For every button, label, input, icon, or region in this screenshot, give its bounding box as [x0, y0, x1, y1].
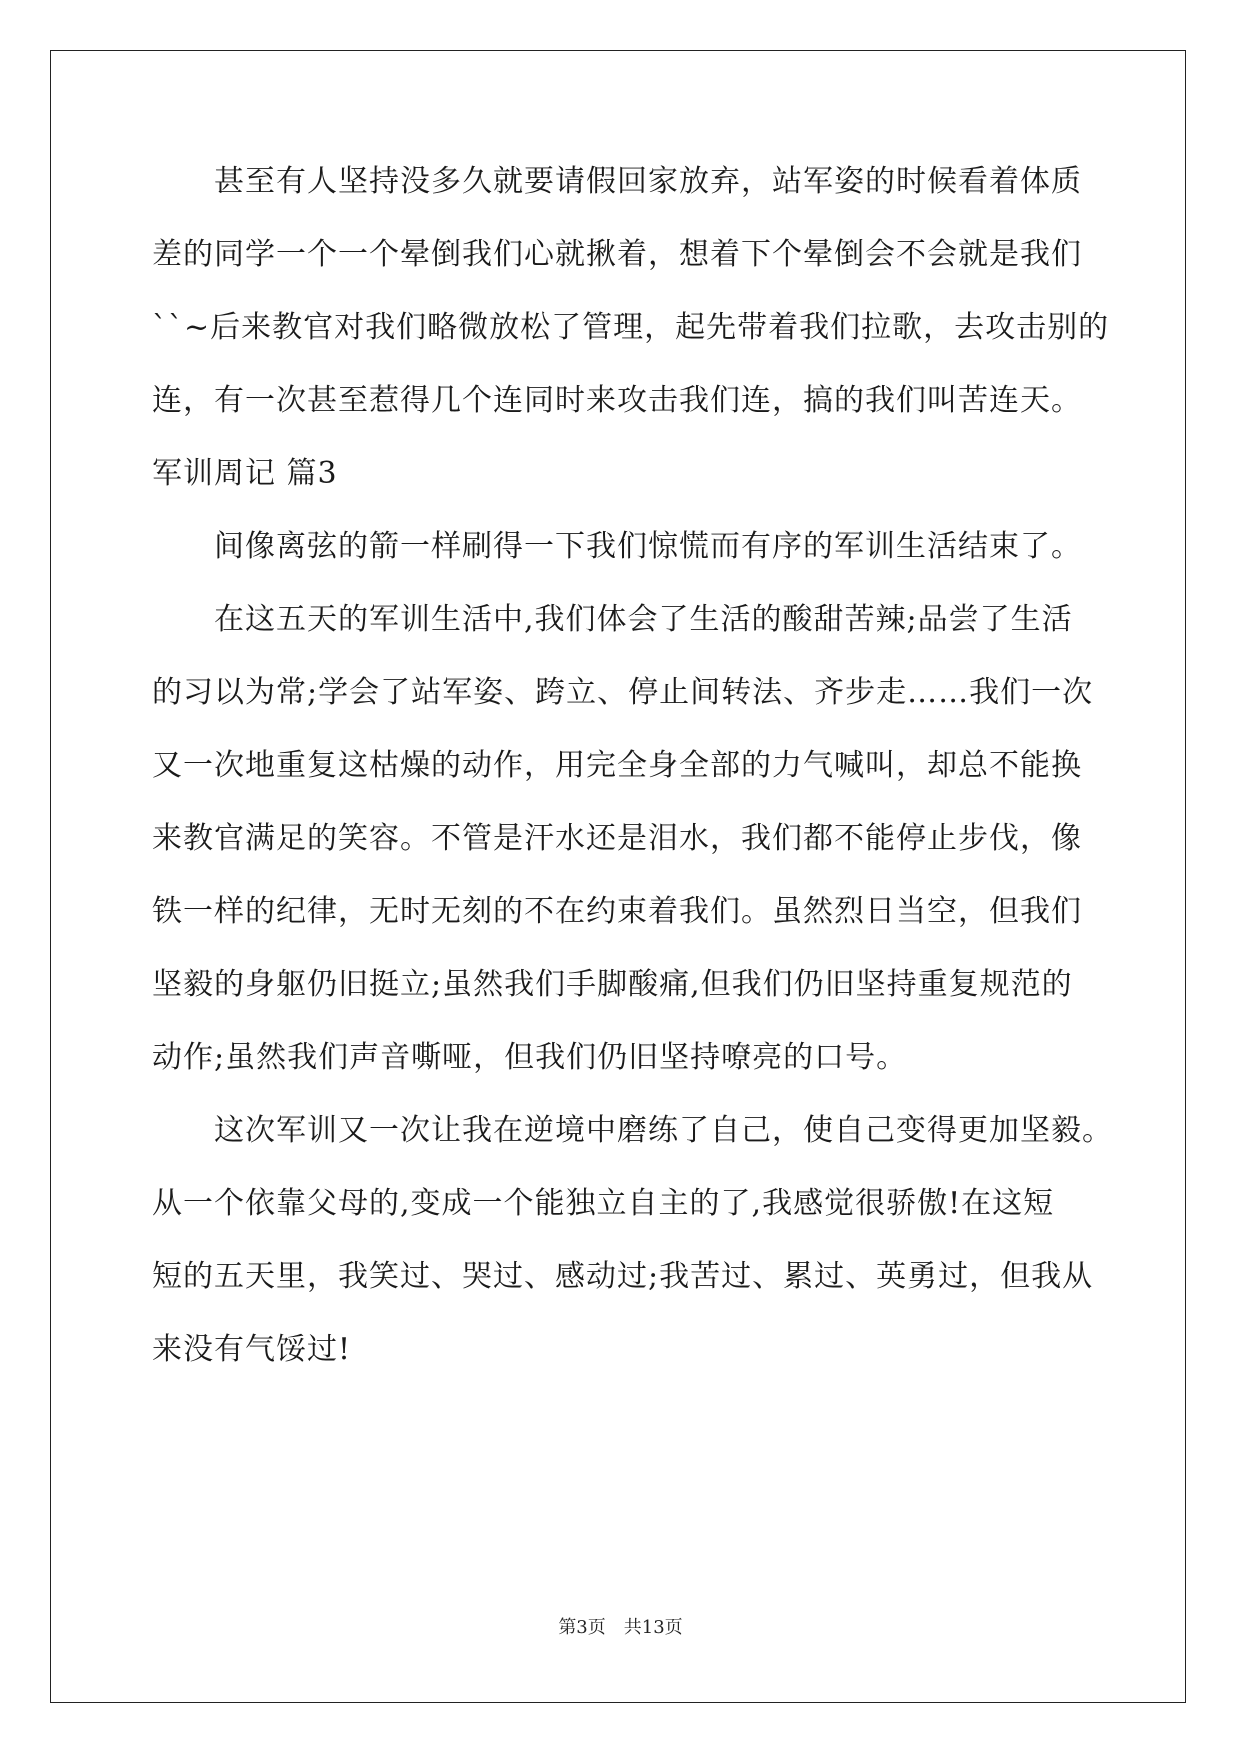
section-heading: 军训周记 篇3 [152, 456, 338, 491]
text-line: 甚至有人坚持没多久就要请假回家放弃，站军姿的时候看着体质 [152, 164, 1082, 199]
text-line: 又一次地重复这枯燥的动作，用完全身全部的力气喊叫，却总不能换 [152, 748, 1082, 783]
text-line: 短的五天里，我笑过、哭过、感动过;我苦过、累过、英勇过，但我从 [152, 1259, 1094, 1294]
text-line: 从一个依靠父母的,变成一个能独立自主的了,我感觉很骄傲!在这短 [152, 1186, 1055, 1221]
page-frame [50, 50, 1186, 1703]
text-line: 在这五天的军训生活中,我们体会了生活的酸甜苦辣;品尝了生活 [152, 602, 1073, 637]
text-line: 的习以为常;学会了站军姿、跨立、停止间转法、齐步走……我们一次 [152, 675, 1094, 710]
text-line: 差的同学一个一个晕倒我们心就揪着，想着下个晕倒会不会就是我们 [152, 237, 1082, 272]
text-line: 间像离弦的箭一样刷得一下我们惊慌而有序的军训生活结束了。 [152, 529, 1082, 564]
text-line: 动作;虽然我们声音嘶哑，但我们仍旧坚持嘹亮的口号。 [152, 1040, 908, 1075]
text-line: ``~后来教官对我们略微放松了管理，起先带着我们拉歌，去攻击别的 [152, 310, 1110, 345]
text-line: 坚毅的身躯仍旧挺立;虽然我们手脚酸痛,但我们仍旧坚持重复规范的 [152, 967, 1073, 1002]
text-line: 这次军训又一次让我在逆境中磨练了自己，使自己变得更加坚毅。 [152, 1113, 1113, 1148]
text-line: 来教官满足的笑容。不管是汗水还是泪水，我们都不能停止步伐，像 [152, 821, 1082, 856]
text-line: 来没有气馁过! [152, 1332, 352, 1367]
page-number: 第3页 共13页 [558, 1617, 683, 1638]
text-line: 铁一样的纪律，无时无刻的不在约束着我们。虽然烈日当空，但我们 [152, 894, 1082, 929]
text-line: 连，有一次甚至惹得几个连同时来攻击我们连，搞的我们叫苦连天。 [152, 383, 1082, 418]
